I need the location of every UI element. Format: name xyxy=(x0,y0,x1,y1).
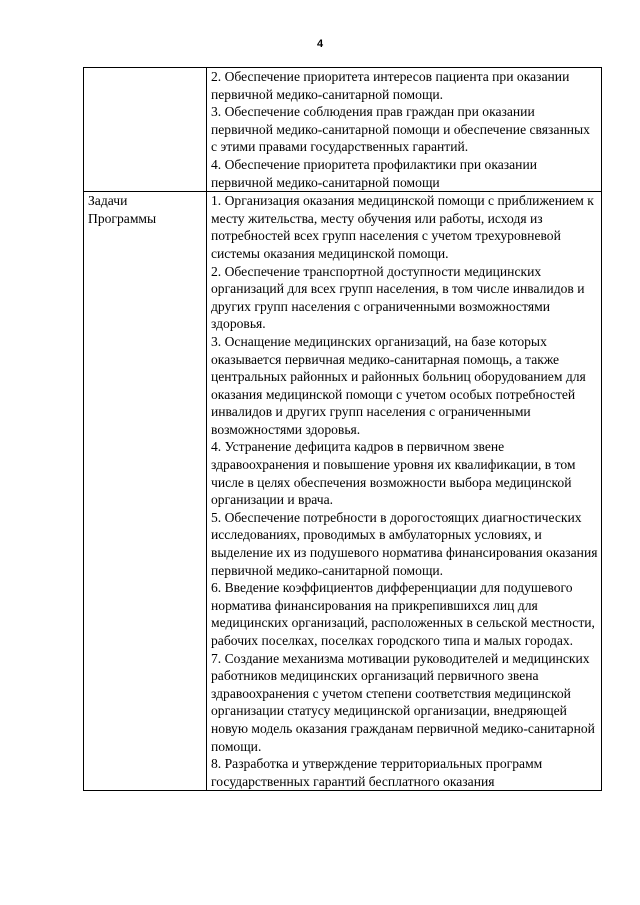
program-table xyxy=(83,67,602,791)
page-number: 4 xyxy=(316,38,324,50)
list-item: 2. Обеспечение приоритета интересов пациента при оказании первичной медико-санитарной помощи. xyxy=(211,69,570,102)
list-item: 2. Обеспечение транспортной доступности медицинских организаций для всех групп населения, в том числе инвалидов и других групп населения с ограниченными возможностями здоровья. xyxy=(211,263,585,332)
row-label-line: Задачи xyxy=(88,193,128,209)
row-content-cell xyxy=(207,68,602,192)
row-label-cell xyxy=(84,192,207,791)
list-item: 8. Разработка и утверждение территориальных программ государственных гарантий бесплатного оказания xyxy=(211,756,543,789)
row-label-cell xyxy=(84,68,207,192)
table-row xyxy=(84,192,602,791)
table-row xyxy=(84,68,602,192)
list-item: 6. Введение коэффициентов дифференциации для подушевого норматива финансирования на прикрепившихся лиц для медицинских организаций, расположенных в сельской местности, рабочих поселках, поселках городского типа и малых городах. xyxy=(211,580,595,648)
list-item: 1. Организация оказания медицинской помощи с приближением к месту жительства, месту обучения или работы, исходя из потребностей всех групп населения с учетом трехуровневой системы оказания медицинской помощи. xyxy=(211,193,594,261)
list-item: 4. Устранение дефицита кадров в первичном звене здравоохранения и повышение уровня их квалификации, в том числе в целях обеспечения возможности выбора медицинской организации и врача. xyxy=(211,439,576,508)
list-item: 5. Обеспечение потребности в дорогостоящих диагностических исследованиях, проводимых в амбулаторных условиях, и выделение их из подушевого норматива финансирования оказания первичной медико-санитарной помощи. xyxy=(211,509,598,578)
list-item: 3. Обеспечение соблюдения прав граждан при оказании первичной медико-санитарной помощи и обеспечение связанных с этими правами государственных гарантий. xyxy=(211,104,590,155)
list-item: 4. Обеспечение приоритета профилактики при оказании первичной медико-санитарной помощи xyxy=(211,156,537,190)
row-label-line: Программы xyxy=(88,210,157,226)
row-content-cell xyxy=(207,192,602,791)
list-item: 3. Оснащение медицинских организаций, на базе которых оказывается первичная медико-санитарная помощь, а также центральных районных и районных больниц оборудованием для оказания медицинской помощи с учетом особых потребностей инвалидов и других групп населения с ограниченными возможностями здоровья. xyxy=(211,333,586,437)
list-item: 7. Создание механизма мотивации руководителей и медицинских работников медицинских организаций первичного звена здравоохранения с учетом степени соответствия медицинской организации статусу медицинской организации, внедряющей новую модель оказания гражданам первичной медико-санитарной помощи. xyxy=(211,650,595,754)
